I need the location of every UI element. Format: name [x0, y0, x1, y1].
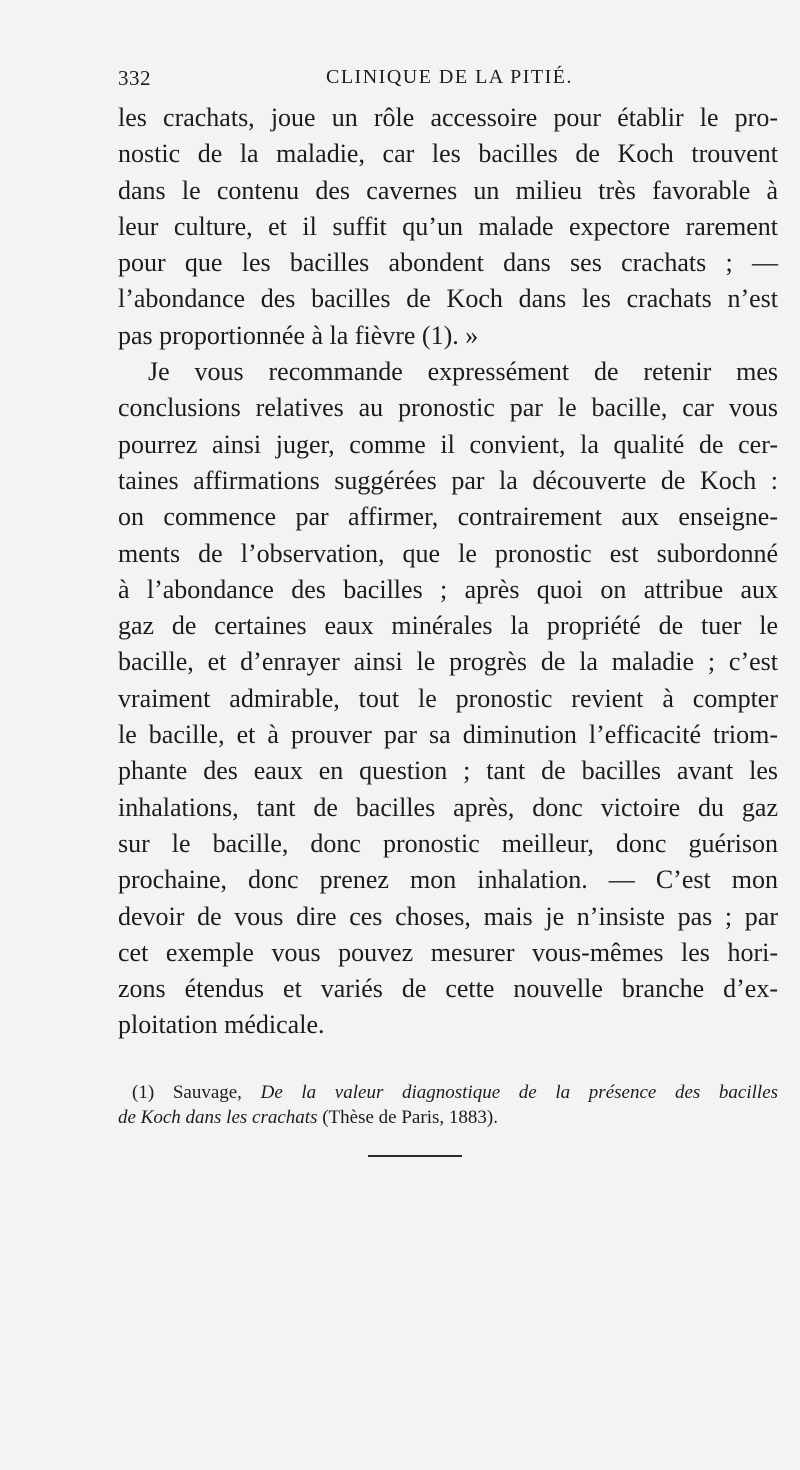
text-line: devoir de vous dire ces choses, mais je n’insiste pas ; par	[118, 901, 778, 931]
footnote	[118, 1080, 778, 1130]
footnote-marker: (1)	[132, 1082, 155, 1103]
text-line: on commence par affirmer, contrairement aux enseigne-	[118, 502, 778, 532]
text-line: à l’abondance des bacilles ; après quoi on attribue aux	[118, 574, 778, 604]
text-line: zons étendus et variés de cette nouvelle branche d’ex-	[118, 974, 778, 1004]
text-line: taines affirmations suggérées par la découverte de Koch :	[118, 465, 778, 495]
text-line: dans le contenu des cavernes un milieu très favorable à	[118, 175, 778, 205]
text-line: vraiment admirable, tout le pronostic revient à compter	[118, 683, 778, 713]
text-line: sur le bacille, donc pronostic meilleur, donc guérison	[118, 828, 778, 858]
text-line: leur culture, et il suffit qu’un malade expectore rarement	[118, 211, 778, 241]
text-line: ments de l’observation, que le pronostic est subordonné	[118, 538, 778, 568]
page-number: 332	[118, 66, 151, 90]
footnote-end-rule	[368, 1155, 462, 1157]
text-line: gaz de certaines eaux minérales la propriété de tuer le	[118, 611, 778, 641]
main-text	[118, 100, 778, 1044]
text-line: ploitation médicale.	[118, 1010, 325, 1040]
text-line: Je vous recommande expressément de retenir mes	[148, 357, 778, 387]
page-header	[118, 66, 778, 96]
text-line: l’abondance des bacilles de Koch dans les crachats n’est	[118, 284, 778, 314]
footnote-source: (Thèse de Paris, 1883).	[322, 1107, 498, 1128]
footnote-line	[118, 1080, 778, 1105]
footnote-title-cont: de Koch dans les crachats	[118, 1107, 318, 1128]
footnote-title: De la valeur diagnostique de la présence des bacilles	[260, 1082, 779, 1103]
text-line: pas proportionnée à la fièvre (1). »	[118, 320, 479, 350]
text-line: pourrez ainsi juger, comme il convient, la qualité de cer-	[118, 429, 778, 459]
text-line: pour que les bacilles abondent dans ses crachats ; —	[118, 248, 778, 278]
text-line: phante des eaux en question ; tant de bacilles avant les	[118, 756, 778, 786]
text-line: le bacille, et à prouver par sa diminution l’efficacité triom-	[118, 720, 778, 750]
footnote-author: Sauvage,	[172, 1082, 242, 1103]
footnote-line	[118, 1105, 778, 1130]
text-line: conclusions relatives au pronostic par le bacille, car vous	[118, 393, 778, 423]
text-line: inhalations, tant de bacilles après, donc victoire du gaz	[118, 792, 778, 822]
text-line: cet exemple vous pouvez mesurer vous-mêmes les hori-	[118, 937, 778, 967]
text-line: prochaine, donc prenez mon inhalation. — C’est mon	[118, 865, 778, 895]
text-line: les crachats, joue un rôle accessoire pour établir le pro-	[118, 103, 778, 132]
text-line: bacille, et d’enrayer ainsi le progrès de la maladie ; c’est	[118, 647, 778, 677]
text-line: nostic de la maladie, car les bacilles de Koch trouvent	[118, 139, 778, 169]
running-title: CLINIQUE DE LA PITIÉ.	[326, 66, 574, 88]
